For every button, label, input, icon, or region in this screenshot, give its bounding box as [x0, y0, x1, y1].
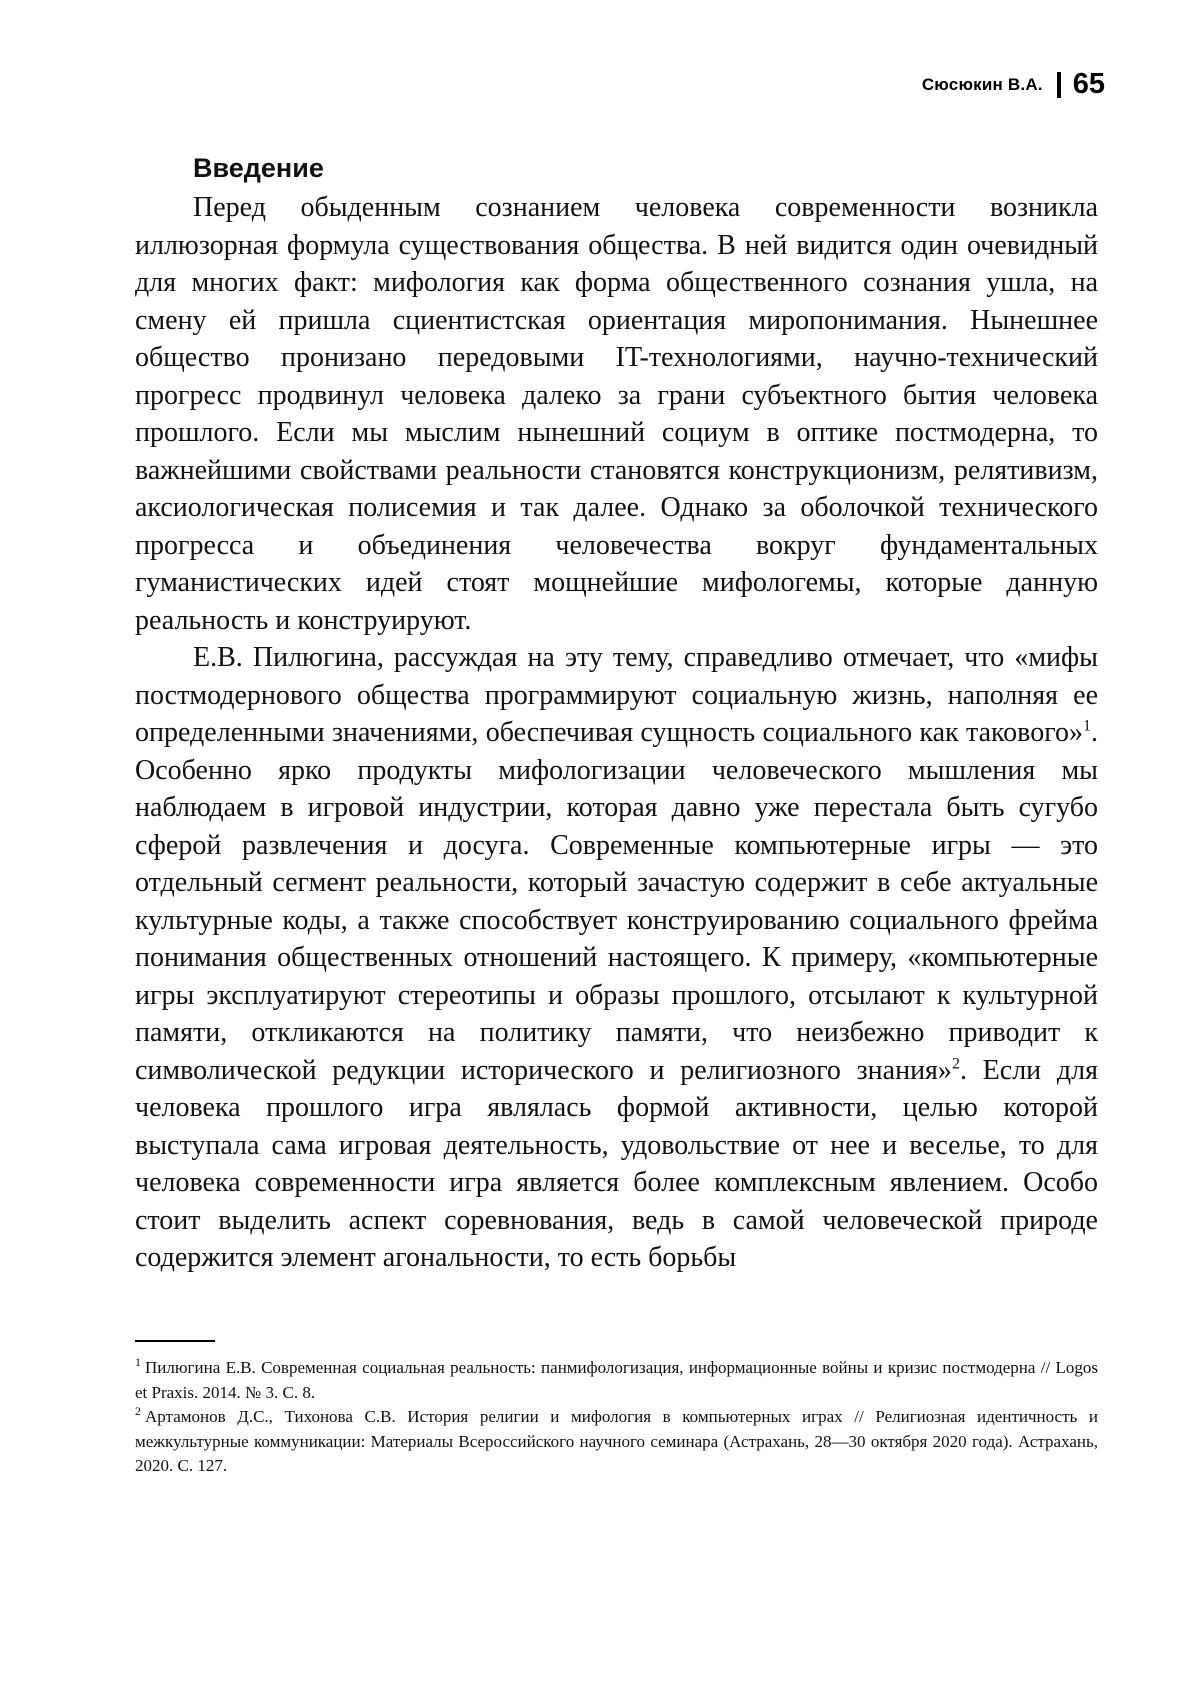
footnote-ref[interactable]: 1 — [1083, 717, 1091, 735]
footnote — [135, 1356, 1098, 1405]
footnote-mark: 1 — [135, 1355, 141, 1370]
footnote-mark: 2 — [135, 1404, 141, 1419]
paragraph-text: Е.В. Пилюгина, рассуждая на эту тему, справедливо отмечает, что «мифы постмодернового общества программируют социальную жизнь, наполняя ее определенными значениями, обеспечивая сущность социального как такового» — [135, 642, 1098, 748]
section-title: Введение — [193, 153, 324, 183]
footnote — [135, 1405, 1098, 1479]
footnote-text: Артамонов Д.С., Тихонова С.В. История религии и мифология в компьютерных играх // Религиозная идентичность и межкультурные коммуникации: Материалы Всероссийского научного семинара (Астрахань, 28—30 октября 2020 года). Астрахань, 2020. С. 127. — [135, 1407, 1098, 1475]
running-head — [922, 68, 1105, 101]
footnote-ref[interactable]: 2 — [951, 1055, 960, 1073]
paragraph-text: Перед обыденным сознанием человека современности возникла иллюзорная формула существования общества. В ней видится один очевидный для многих факт: мифология как форма общественного сознания ушла, на смену ей пришла сциентистская ориентация миропонимания. Нынешнее общество пронизано передовыми IT-технологиями, научно-технический прогресс продвинул человека далеко за грани субъектного бытия человека прошлого. Если мы мыслим нынешний социум в оптике постмодерна, то важнейшими свойствами реальности становятся конструкционизм, релятивизм, аксиологическая полисемия и так далее. Однако за оболочкой технического прогресса и объединения человечества вокруг фундаментальных гуманистических идей стоят мощнейшие мифологемы, которые данную реальность и конструируют. — [135, 192, 1098, 636]
footnote-text: Пилюгина Е.В. Современная социальная реальность: панмифологизация, информационные войны и кризис постмодерна // Logos et Praxis. 2014. № 3. С. 8. — [135, 1358, 1098, 1402]
paragraph — [135, 639, 1098, 1277]
footnote-separator — [135, 1340, 215, 1342]
running-head-author: Сюсюкин В.А. — [921, 74, 1043, 94]
paragraph-text: . Особенно ярко продукты мифологизации человеческого мышления мы наблюдаем в игровой индустрии, которая давно уже перестала быть сугубо сферой развлечения и досуга. Современные компьютерные игры — это отдельный сегмент реальности, который зачастую содержит в себе актуальные культурные коды, а также способствует конструированию социального фрейма понимания общественных отношений настоящего. К примеру, «компьютерные игры эксплуатируют стереотипы и образы прошлого, отсылают к культурной памяти, откликаются на политику памяти, что неизбежно приводит к символической редукции исторического и религиозного знания» — [135, 717, 1098, 1086]
running-head-divider — [1057, 72, 1061, 98]
page-number: 65 — [1072, 68, 1105, 100]
paragraph-text: . Если для человека прошлого игра являлась формой активности, целью которой выступала сама игровая деятельность, удовольствие от нее и веселье, то для человека современности игра является более комплексным явлением. Особо стоит выделить аспект соревнования, ведь в самой человеческой природе содержится элемент агональности, то есть борьбы — [135, 1054, 1098, 1273]
footnotes — [135, 1356, 1098, 1479]
article-body — [135, 150, 1098, 1277]
paragraph — [135, 189, 1098, 639]
